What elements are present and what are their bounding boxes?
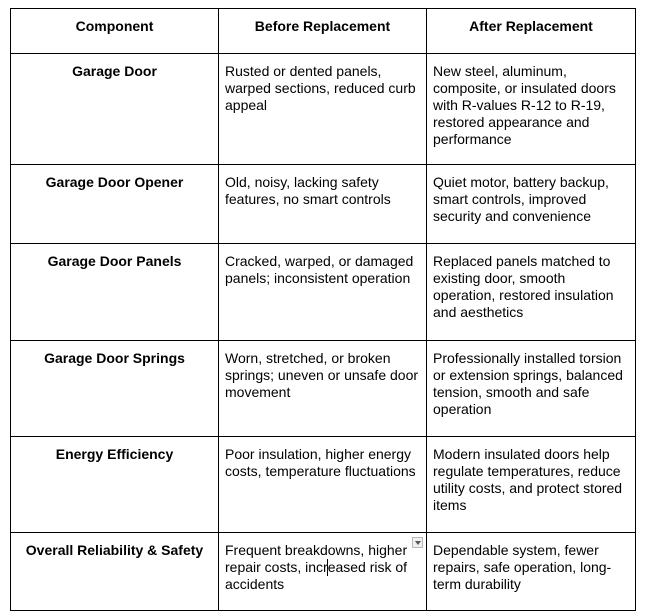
cell-before[interactable]: Poor insulation, higher energy costs, temperature fluctuations bbox=[219, 437, 427, 533]
table-row bbox=[11, 244, 636, 341]
comparison-table bbox=[10, 8, 636, 611]
cell-component[interactable]: Garage Door Panels bbox=[11, 244, 219, 341]
cell-after[interactable]: New steel, aluminum, composite, or insulated doors with R-values R-12 to R-19, restored appearance and performance bbox=[427, 54, 636, 165]
cell-component[interactable]: Garage Door bbox=[11, 54, 219, 165]
cell-after[interactable]: Dependable system, fewer repairs, safe operation, long-term durability bbox=[427, 533, 636, 611]
table-row bbox=[11, 533, 636, 611]
cell-component[interactable]: Overall Reliability & Safety bbox=[11, 533, 219, 611]
cell-before[interactable]: Old, noisy, lacking safety features, no smart controls bbox=[219, 165, 427, 244]
cell-component[interactable]: Energy Efficiency bbox=[11, 437, 219, 533]
cell-after[interactable]: Modern insulated doors help regulate temperatures, reduce utility costs, and protect stored items bbox=[427, 437, 636, 533]
table-row bbox=[11, 437, 636, 533]
cell-after[interactable]: Professionally installed torsion or extension springs, balanced tension, smooth and safe operation bbox=[427, 341, 636, 437]
cell-before[interactable]: Cracked, warped, or damaged panels; inconsistent operation bbox=[219, 244, 427, 341]
cell-text-part: Frequent breakdowns, higher repair costs, incr bbox=[225, 542, 408, 575]
table-row bbox=[11, 54, 636, 165]
header-row bbox=[11, 9, 636, 54]
chevron-down-icon[interactable] bbox=[412, 537, 423, 548]
header-after[interactable]: After Replacement bbox=[427, 9, 636, 54]
cell-content bbox=[225, 542, 420, 593]
cell-before[interactable]: Rusted or dented panels, warped sections, reduced curb appeal bbox=[219, 54, 427, 165]
cell-before[interactable]: Worn, stretched, or broken springs; uneven or unsafe door movement bbox=[219, 341, 427, 437]
table-row bbox=[11, 341, 636, 437]
table-row bbox=[11, 165, 636, 244]
cell-after[interactable]: Replaced panels matched to existing door, smooth operation, restored insulation and aesthetics bbox=[427, 244, 636, 341]
cell-component[interactable]: Garage Door Opener bbox=[11, 165, 219, 244]
header-before[interactable]: Before Replacement bbox=[219, 9, 427, 54]
cell-component[interactable]: Garage Door Springs bbox=[11, 341, 219, 437]
cell-before[interactable] bbox=[219, 533, 427, 611]
header-component[interactable]: Component bbox=[11, 9, 219, 54]
cell-after[interactable]: Quiet motor, battery backup, smart controls, improved security and convenience bbox=[427, 165, 636, 244]
cell-text-part: eased risk of accidents bbox=[225, 559, 408, 592]
